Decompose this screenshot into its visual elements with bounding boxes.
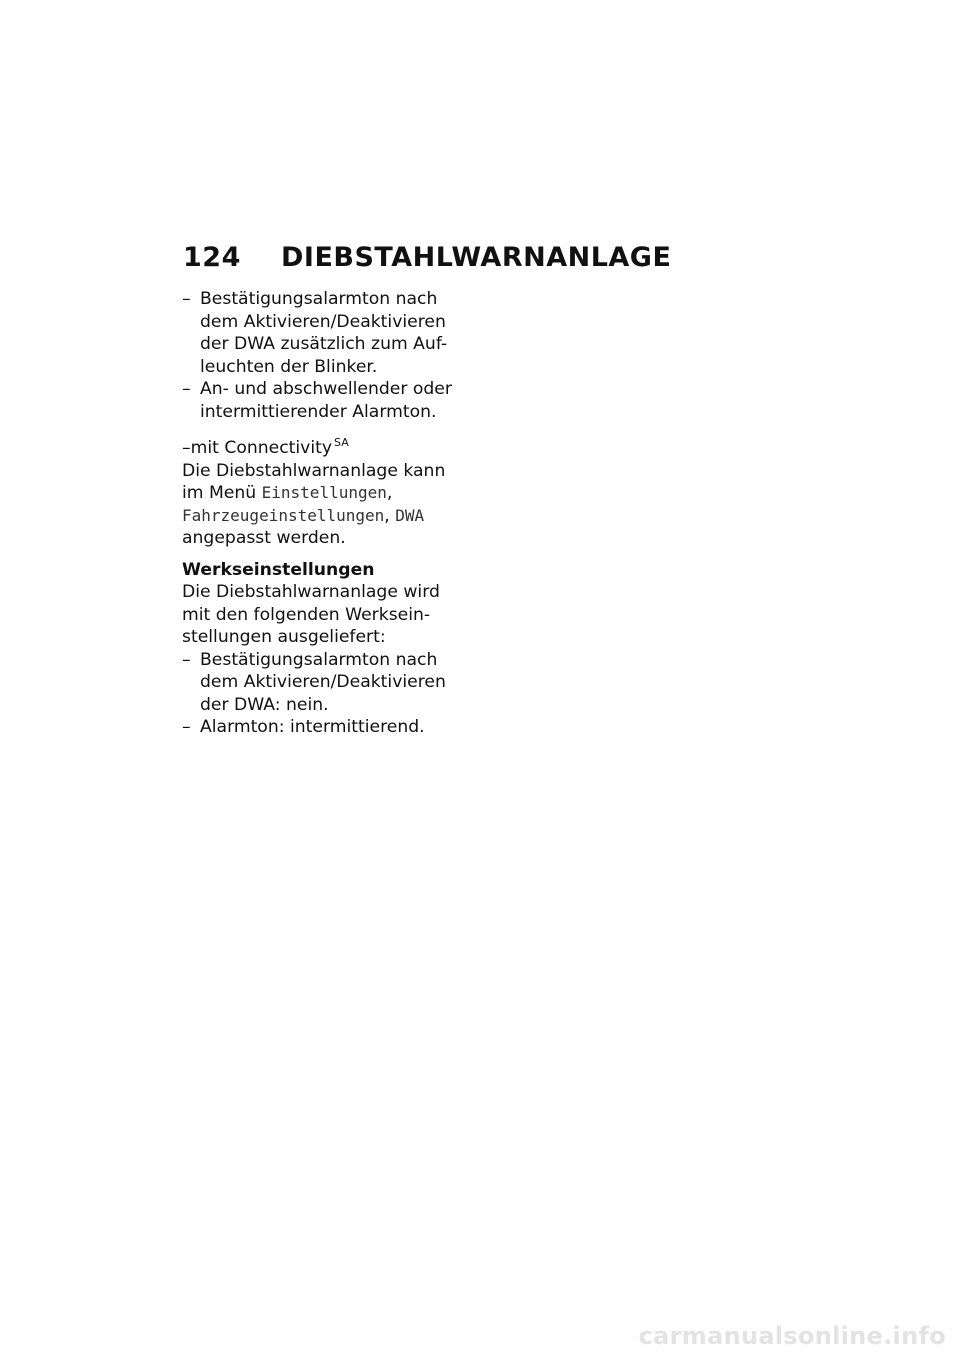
list-item-text: An- und abschwellender oder intermittierender Alarmton.	[200, 379, 452, 422]
sa-superscript: SA	[334, 436, 349, 449]
dash-bullet: –	[182, 438, 191, 458]
watermark: carmanualsonline.info	[638, 1322, 946, 1350]
list-item	[182, 716, 452, 739]
list-item-text: Alarmton: intermittierend.	[200, 717, 425, 737]
spacer	[182, 550, 452, 559]
chapter-title: DIEBSTAHLWARNANLAGE	[281, 242, 672, 273]
dash-bullet: –	[182, 649, 191, 670]
menu-path-dwa: DWA	[395, 505, 425, 525]
section-heading: Werkseinstellungen	[182, 559, 375, 580]
separator: ,	[386, 483, 393, 503]
page-number: 124	[183, 242, 241, 273]
connectivity-text: mit Connectivity	[190, 438, 333, 458]
dash-bullet: –	[182, 379, 191, 399]
connectivity-label	[182, 432, 452, 460]
defaults-intro: Die Diebstahlwarnanlage wird mit den folgenden Werksein-stellungen ausgeliefert:	[182, 582, 440, 647]
list-item	[182, 649, 452, 717]
dash-bullet: –	[182, 717, 191, 737]
list-item-text: Bestätigungsalarmton nach dem Aktivieren/Deaktivieren der DWA zusätzlich zum Auf-leuchten der Blinker.	[200, 289, 448, 377]
page-header	[183, 242, 671, 273]
connectivity-paragraph	[182, 460, 452, 550]
separator: ,	[384, 505, 396, 526]
spacer	[182, 423, 452, 432]
main-content	[182, 288, 452, 739]
paragraph-text: Die Diebstahlwarnanlage kann im Menü	[182, 460, 446, 503]
list-item	[182, 288, 452, 378]
menu-path-settings: Einstellungen	[261, 483, 387, 502]
list-item-text: Bestätigungsalarmton nach dem Aktivieren/Deaktivieren der DWA: nein.	[200, 649, 446, 715]
list-item	[182, 378, 452, 423]
paragraph-text: angepasst werden.	[182, 528, 346, 548]
menu-path-vehicle-settings: Fahrzeugeinstellungen	[182, 505, 385, 525]
dash-bullet: –	[182, 289, 191, 309]
